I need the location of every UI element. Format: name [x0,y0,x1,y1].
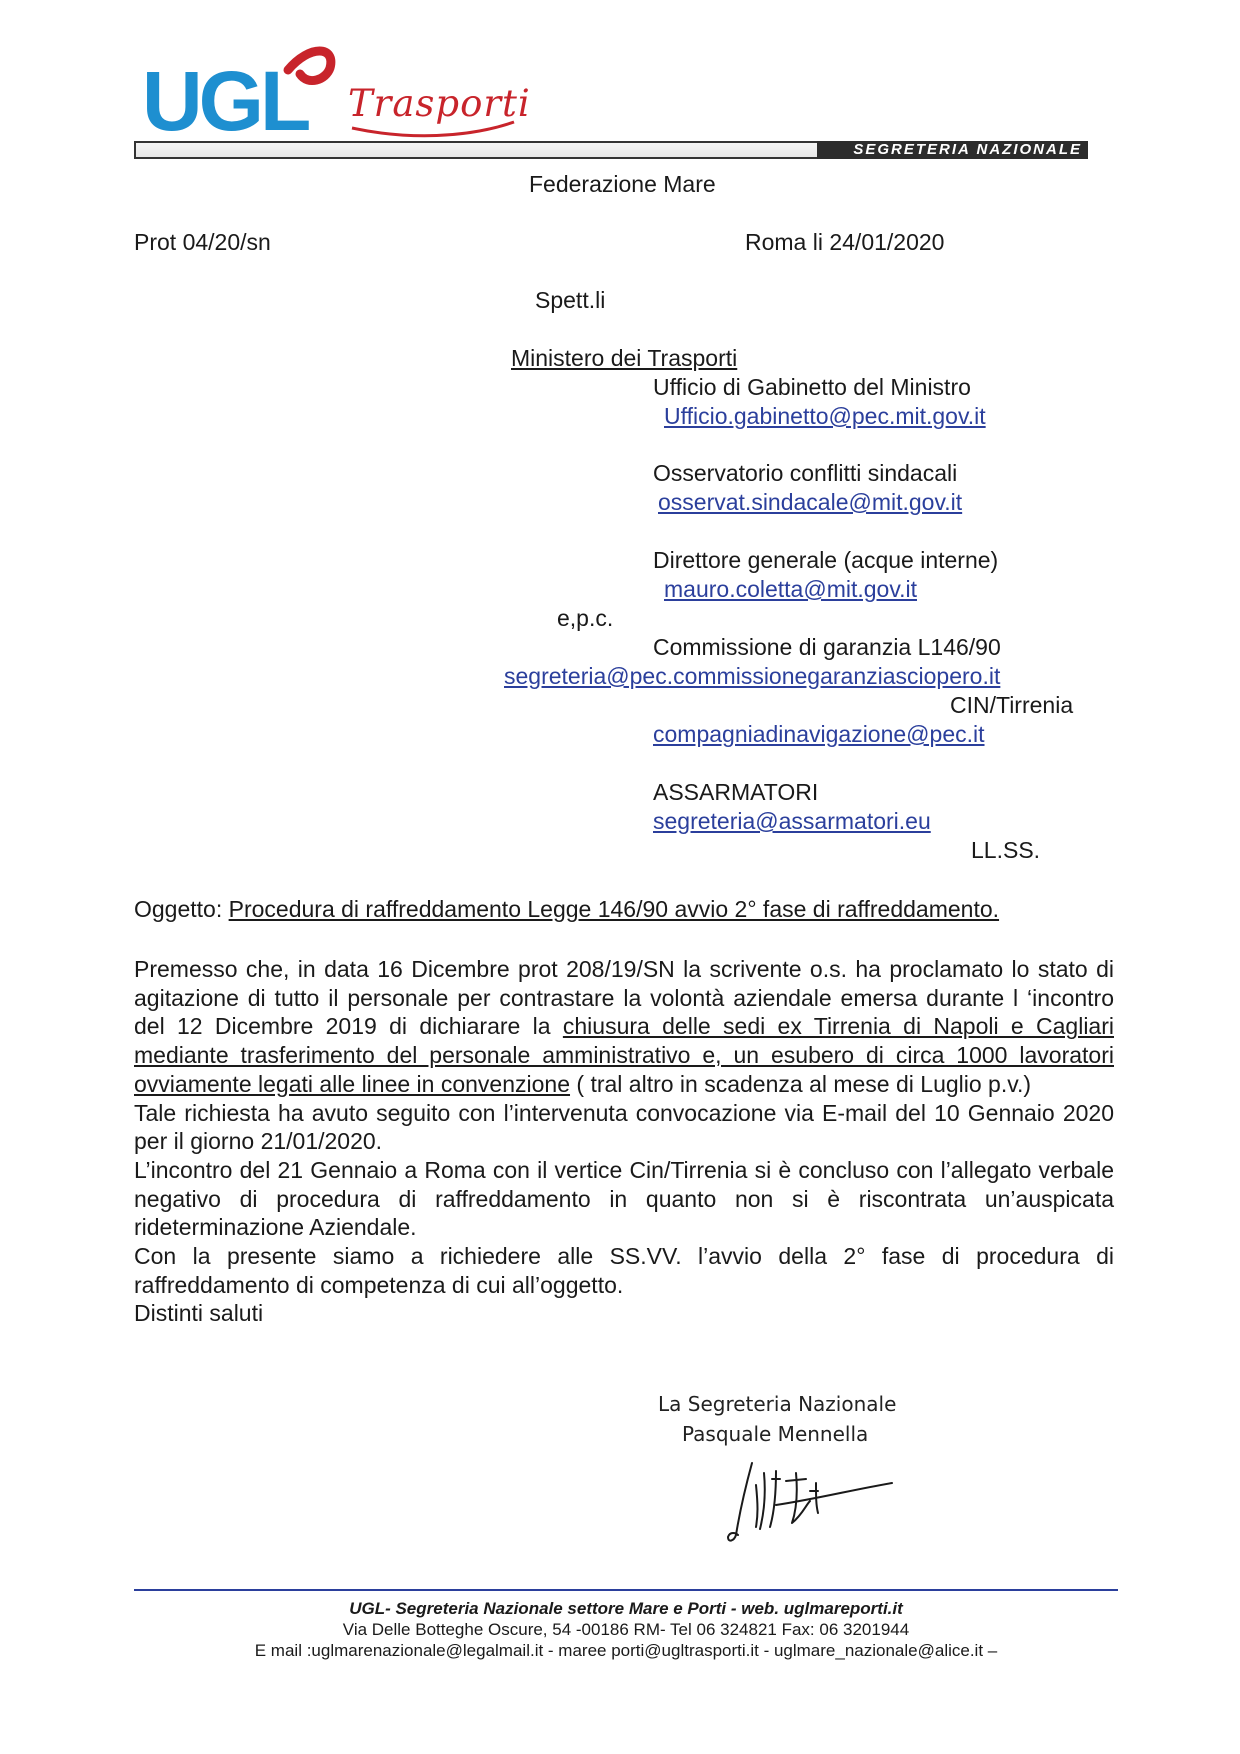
footer-emails: E mail :uglmarenazionale@legalmail.it - maree porti@ugltrasporti.it - uglmare_nazionale@alice.it – [254,1641,998,1660]
commissione-email-link[interactable]: segreteria@pec.commissionegaranziasciopero.it [504,663,1001,689]
header-banner-text: SEGRETERIA NAZIONALE [853,141,1082,158]
osservatorio-email-link[interactable]: osservat.sindacale@mit.gov.it [658,489,963,515]
body-paragraph-3: L’incontro del 21 Gennaio a Roma con il vertice Cin/Tirrenia si è concluso con l’allegato verbale negativo di procedura di raffreddamento in quanto non si è riscontrata un’auspicata rideterminazione Aziendale. [134,1156,1114,1241]
assarmatori-email-link[interactable]: segreteria@assarmatori.eu [653,808,931,834]
footer-address: Via Delle Botteghe Oscure, 54 -00186 RM- Tel 06 324821 Fax: 06 3201944 [342,1620,910,1639]
place-date: Roma li 24/01/2020 [745,229,945,255]
ugl-logo [140,40,340,140]
handwritten-signature [706,1455,896,1547]
recipient-direttore: Direttore generale (acque interne) [653,547,999,573]
body-paragraph-4: Con la presente siamo a richiedere alle SS.VV. l’avvio della 2° fase di procedura di raffreddamento di competenza di cui all’oggetto. [134,1243,1114,1298]
salutation: Spett.li [535,287,606,313]
footer-organization: UGL- Segreteria Nazionale settore Mare e Porti - web. uglmareporti.it [349,1599,903,1618]
footer-divider [134,1589,1118,1591]
closing-greeting: Distinti saluti [134,1300,264,1327]
recipient-commissione: Commissione di garanzia L146/90 [653,634,1001,660]
logo-underline [348,118,518,142]
recipient-osservatorio: Osservatorio conflitti sindacali [653,460,958,486]
body-underlined-text: chiusura delle sedi ex Tirrenia di Napoli e Cagliari mediante trasferimento del personale amministrativo e, un esubero di circa 1000 lavoratori ovviamente legati alle linee in convenzione [134,1013,1114,1097]
recipient-gabinetto: Ufficio di Gabinetto del Ministro [653,374,971,400]
recipient-ministry: Ministero dei Trasporti [511,345,738,371]
signature-name: Pasquale Mennella [682,1422,869,1446]
direttore-email-link[interactable]: mauro.coletta@mit.gov.it [664,576,918,602]
gabinetto-email-link[interactable]: Ufficio.gabinetto@pec.mit.gov.it [664,403,986,429]
protocol-number: Prot 04/20/sn [134,229,271,255]
logo-text: UGL [142,54,308,140]
subject-text: Procedura di raffreddamento Legge 146/90 avvio 2° fase di raffreddamento. [228,896,1000,922]
recipient-assarmatori: ASSARMATORI [653,779,819,805]
signature-office: La Segreteria Nazionale [658,1392,897,1416]
subject-line [134,895,999,924]
body-paragraph-2: Tale richiesta ha avuto seguito con l’intervenuta convocazione via E-mail del 10 Gennaio 2020 per il giorno 21/01/2020. [134,1099,1114,1155]
logo-trasporti-text: Trasporti [348,82,531,125]
cin-email-link[interactable]: compagniadinavigazione@pec.it [653,721,985,747]
recipient-cin: CIN/Tirrenia [950,692,1074,718]
llss-label: LL.SS. [971,837,1041,863]
federation-title: Federazione Mare [529,171,716,197]
letter-body [134,955,1114,1328]
body-paragraph-1: Premesso che, in data 16 Dicembre prot 208/19/SN la scrivente o.s. ha proclamato lo stato di agitazione di tutto il personale per contrastare la volontà aziendale emersa durante l ‘incontro del 12 Dicembre 2019 di dichiarare la chiusura delle sedi ex Tirrenia di Napoli e Cagliari mediante trasferimento del personale amministrativo e, un esubero di circa 1000 lavoratori ovviamente legati alle linee in convenzione ( tral altro in scadenza al mese di Luglio p.v.) [134,956,1114,1097]
epc-label: e,p.c. [557,605,614,631]
subject-label: Oggetto: [134,896,223,922]
